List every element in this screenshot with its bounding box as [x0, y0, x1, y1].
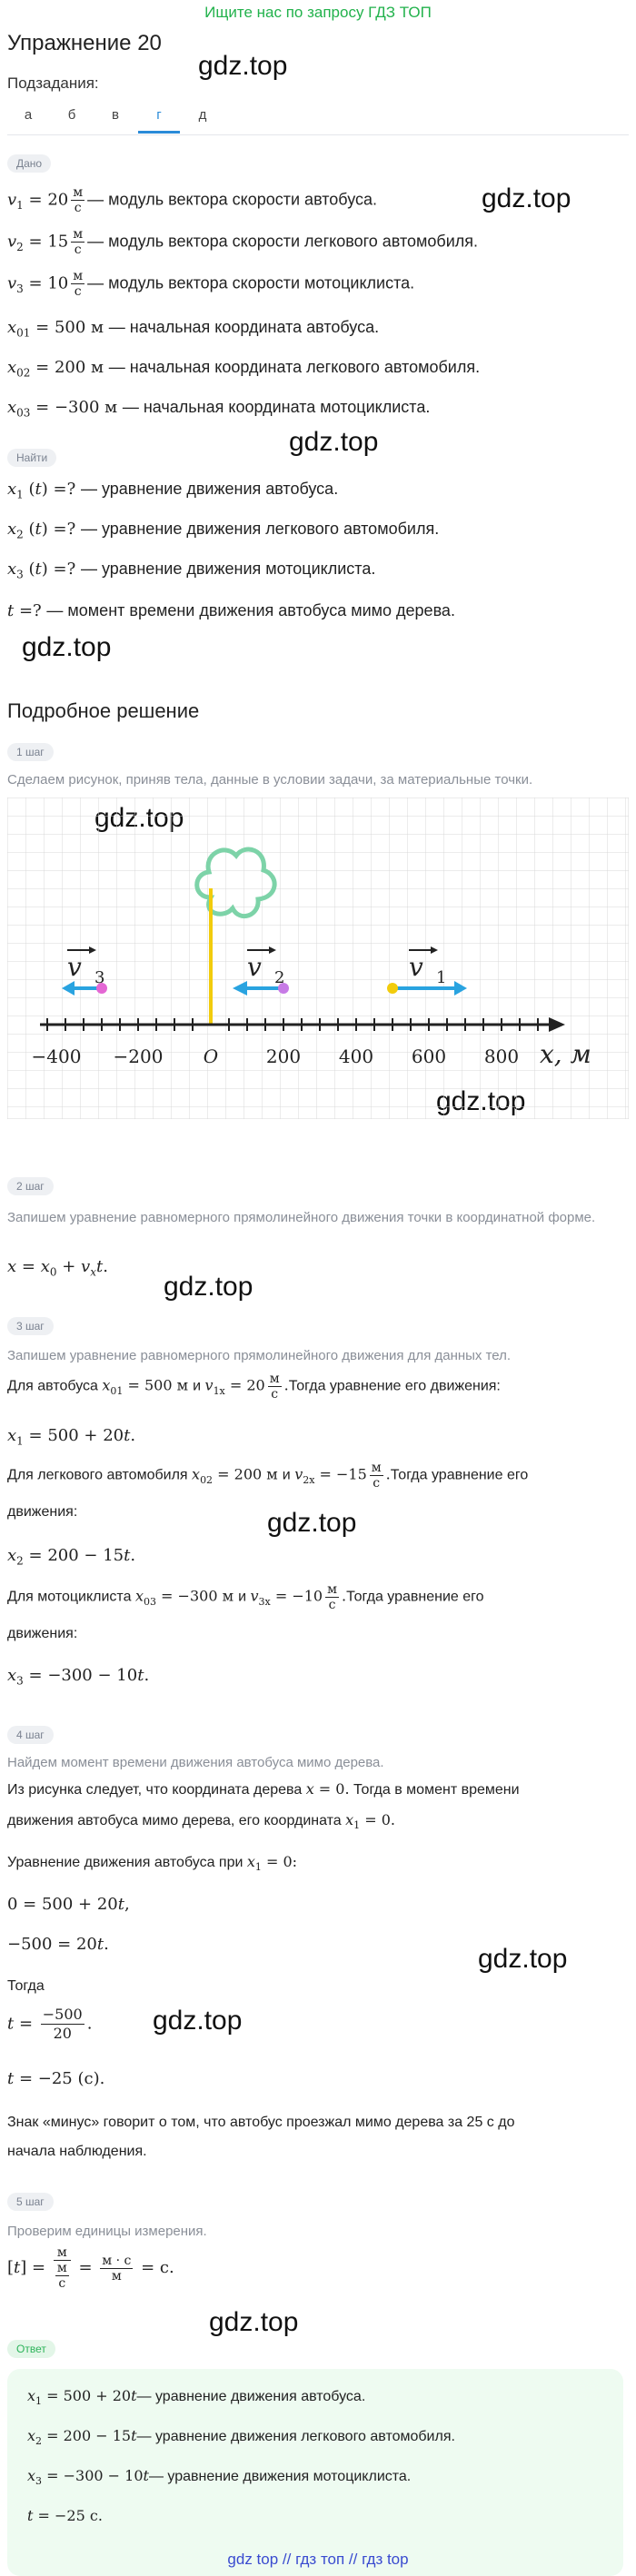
answer-x3: $x_3 = -300$ − 10t— уравнение движения мотоциклиста.: [27, 2467, 412, 2488]
eq-x2: $x_2 = 200 - 15t$.: [7, 1546, 136, 1568]
find-x1: $x_1$ (t) =? — уравнение движения автобуса.: [7, 480, 339, 501]
v2-label: v: [247, 952, 262, 982]
eq-x3: $x_3 = -300 - 10t$.: [7, 1666, 150, 1688]
given-x02: $x_{02} = 200$ м — начальная координата легкового автомобиля.: [7, 358, 481, 380]
given-v3: $v_3 = 10$ $\frac{м}{с}$ — модуль вектора скорости мотоциклиста.: [7, 269, 415, 299]
watermark: gdz.top: [153, 2006, 243, 2036]
footer-links[interactable]: gdz top // гдз топ // гдз top: [227, 2551, 409, 2568]
step5-pill: 5 шаг: [7, 2193, 54, 2211]
step4-pill: 4 шаг: [7, 1726, 54, 1744]
tick-label: O: [203, 1045, 219, 1067]
tick-label: 600: [411, 1045, 447, 1067]
tick-label: 400: [338, 1045, 374, 1067]
units-check: [t] = $\frac{м}{\frac{м}{с}}$ = $\frac{м \cdot с}{м}$ = с.: [7, 2245, 174, 2291]
watermark: gdz.top: [164, 1272, 253, 1302]
watermark: gdz.top: [198, 51, 288, 81]
subtask-tabs: [7, 100, 243, 134]
page-title: Упражнение 20: [7, 31, 162, 55]
v1-sub: 1: [436, 968, 447, 987]
tick-label: 200: [265, 1045, 302, 1067]
step2-pill: 2 шаг: [7, 1177, 54, 1195]
tab-v[interactable]: в: [112, 107, 119, 123]
given-x01: $x_{01} = 500$ м — начальная координата автобуса.: [7, 318, 380, 340]
answer-x1: $x_1 = 500$ + 20t— уравнение движения автобуса.: [27, 2387, 366, 2408]
step3-car: Для легкового автомобиля $x_{02} = 200$ м и $v_{2x} = -15$ $\frac{м}{с}$ .Тогда уравнение его: [7, 1461, 529, 1491]
watermark: gdz.top: [482, 183, 571, 213]
tick-label: −200: [113, 1045, 164, 1067]
v3-sub: 3: [94, 968, 105, 987]
watermark: gdz.top: [209, 2307, 299, 2337]
step5-text: Проверим единицы измерения.: [7, 2224, 207, 2239]
step3-bus: Для автобуса $x_{01} = 500$ м и $v_{1x} = 20$ $\frac{м}{с}$ .Тогда уравнение его движения:: [7, 1372, 501, 1402]
answer-x2: $x_2 = 200$ − 15t— уравнение движения легкового автомобиля.: [27, 2427, 455, 2448]
tick-label: −400: [31, 1045, 82, 1067]
formula-general: $x = x_0 + v_xt$.: [7, 1257, 108, 1279]
tab-d[interactable]: д: [198, 107, 207, 123]
eq-t-frac: t = $\frac{-500}{20}$ .: [7, 2006, 93, 2042]
v3-label: v: [67, 952, 82, 982]
grid-background: [7, 798, 629, 1119]
watermark: gdz.top: [478, 1944, 568, 1974]
step4-minus-b: начала наблюдения.: [7, 2144, 147, 2159]
step4-minus: Знак «минус» говорит о том, что автобус проезжал мимо дерева за 25 с до: [7, 2115, 515, 2130]
step3-moto-end: движения:: [7, 1626, 78, 1641]
tick-label: 800: [483, 1045, 520, 1067]
answer-t: t = −25 с.: [27, 2507, 103, 2524]
step2-text: Запишем уравнение равномерного прямолинейного движения точки в координатной форме.: [7, 1210, 596, 1225]
step4-p2: Уравнение движения автобуса при $x_1 = 0$:: [7, 1853, 298, 1874]
given-v1: $v_1 = 20$ $\frac{м}{с}$ — модуль вектора скорости автобуса.: [7, 185, 378, 215]
find-t: t =? — момент времени движения автобуса мимо дерева.: [7, 601, 455, 620]
eq-minus500: −500 = 20t.: [7, 1935, 109, 1954]
given-v2: $v_2 = 15$ $\frac{м}{с}$ — модуль вектора скорости легкового автомобиля.: [7, 227, 479, 257]
tab-b[interactable]: б: [67, 107, 76, 123]
step4-then: Тогда: [7, 1978, 45, 1994]
find-pill: Найти: [7, 449, 56, 467]
step4-text: Найдем момент времени движения автобуса мимо дерева.: [7, 1755, 384, 1770]
subtasks-label: Подзадания:: [7, 74, 99, 92]
watermark: gdz.top: [267, 1508, 357, 1538]
step3-car-end: движения:: [7, 1504, 78, 1520]
motion-diagram: [7, 798, 629, 1119]
eq-x1: $x_1 = 500 + 20t$.: [7, 1426, 136, 1448]
answer-pill: Ответ: [7, 2340, 55, 2358]
step4-p1: Из рисунка следует, что координата дерева x = 0. Тогда в момент времени: [7, 1780, 520, 1798]
find-x2: $x_2$ (t) =? — уравнение движения легкового автомобиля.: [7, 520, 440, 541]
v1-label: v: [409, 952, 423, 982]
step3-text: Запишем уравнение равномерного прямолинейного движения для данных тел.: [7, 1348, 512, 1363]
tabs-divider: [7, 134, 629, 135]
watermark: gdz.top: [22, 632, 112, 662]
top-banner-link[interactable]: Ищите нас по запросу ГДЗ ТОП: [204, 4, 432, 21]
eq-t-value: t = −25 (с).: [7, 2069, 105, 2088]
given-x03: $x_{03} = -300$ м — начальная координата мотоциклиста.: [7, 398, 431, 420]
step3-pill: 3 шаг: [7, 1317, 54, 1335]
eq-zero: 0 = 500 + 20t,: [7, 1895, 130, 1914]
step4-p1c: движения автобуса мимо дерева, его координата $x_1 = 0$.: [7, 1811, 396, 1832]
step1-pill: 1 шаг: [7, 743, 54, 761]
watermark: gdz.top: [289, 427, 379, 457]
step1-text: Сделаем рисунок, приняв тела, данные в условии задачи, за материальные точки.: [7, 772, 533, 788]
axis-label: x, м: [540, 1039, 591, 1069]
bus-point: [387, 983, 398, 994]
v2-sub: 2: [274, 968, 285, 987]
tab-g[interactable]: г: [138, 100, 180, 134]
solution-title: Подробное решение: [7, 699, 200, 722]
tab-a[interactable]: а: [24, 107, 33, 123]
find-x3: $x_3$ (t) =? — уравнение движения мотоциклиста.: [7, 560, 376, 581]
given-pill: Дано: [7, 154, 51, 173]
step3-moto: Для мотоциклиста $x_{03} = -300$ м и $v_{3x} = -10$ $\frac{м}{с}$ .Тогда уравнение его: [7, 1582, 484, 1612]
